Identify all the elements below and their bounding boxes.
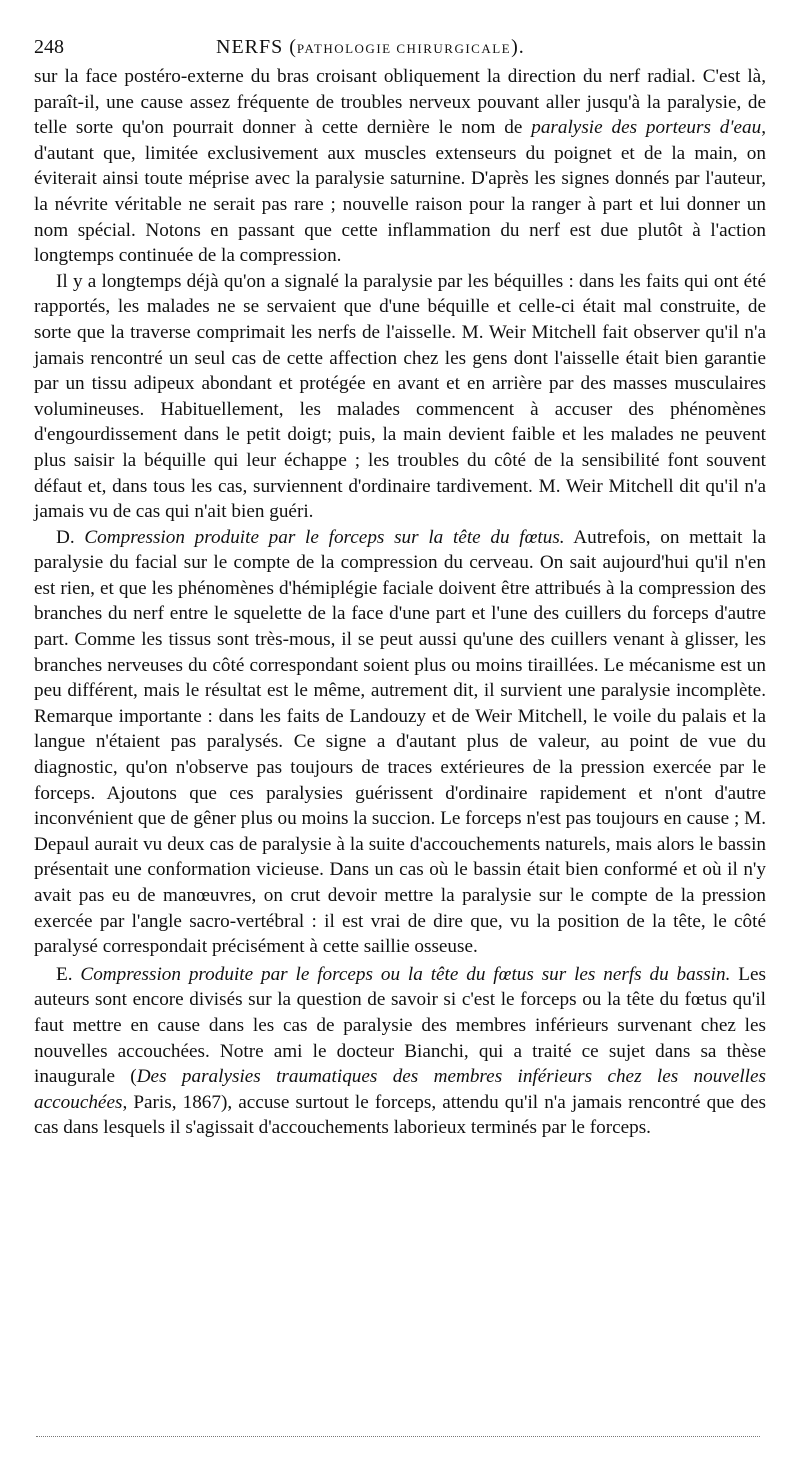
italic-term: paralysie des porteurs d'eau — [531, 117, 762, 139]
section-d — [34, 525, 766, 960]
section-e-text: Les auteurs sont encore divisés sur la question de savoir si c'est le forceps ou la tête du fœtus qu'il faut mettre en cause dans les cas de paralysie des membres inférieurs survenant chez les nouvelles accouchées. Notre ami le docteur Bianchi, qui a traité ce sujet dans sa thèse inaugurale ( — [34, 963, 766, 1088]
section-e-heading: Compression produite par le forceps ou la tête du fœtus sur les nerfs du bassin. — [80, 963, 731, 985]
footer-dotted-rule — [36, 1436, 760, 1437]
paragraph-continuation — [34, 64, 766, 269]
section-e-text-end: , Paris, 1867), accuse surtout le forceps, attendu qu'il n'a jamais rencontré que des cas dans lesquels il s'agissait d'accouchements laborieux terminés par le forceps. — [34, 1091, 766, 1139]
running-title-subject: PATHOLOGIE CHIRURGICALE — [296, 41, 512, 56]
section-d-heading: Compression produite par le forceps sur la tête du fœtus. — [84, 526, 565, 548]
section-e — [34, 962, 766, 1141]
section-d-label: D. — [56, 526, 85, 548]
running-head — [34, 30, 766, 64]
section-d-text: Autrefois, on mettait la paralysie du facial sur le compte de la compression du cerveau. On sait aujourd'hui qu'il n'en est rien, et que les phénomènes d'hémiplégie faciale doivent être attribués à la compression des branches du nerf entre le squelette de la face d'une part et l'une des cuillers du forceps d'autre part. Comme les tissus sont très-mous, il se peut aussi qu'une des cuillers venant à glisser, les branches nerveuses du côté correspondant soient plus ou moins tiraillées. Le mécanisme est un peu différent, mais le résultat est le même, autrement dit, il survient une paralysie incomplète. Remarque importante : dans les faits de Landouzy et de Weir Mitchell, le voile du palais et la langue n'étaient pas paralysés. Ce signe a d'autant plus de valeur, au point de vue du diagnostic, qu'on n'observe pas toujours de traces extérieures de la pression exercée par le forceps. Ajoutons que ces paralysies guérissent d'ordinaire rapidement et n'ont d'autre inconvénient que de gêner plus ou moins la succion. Le forceps n'est pas toujours en cause ; M. Depaul aurait vu deux cas de paralysie à la suite d'accouchements naturels, mais alors le bassin présentait une conformation vicieuse. Dans un cas où le bassin était bien conformé et où il n'y avait pas eu de manœuvres, on crut devoir mettre la paralysie sur le compte de la pression exercée par l'angle sacro-vertébral : il est vrai de dire que, vu la position de la tête, le côté paralysé correspondait précisément à cette saillie osseuse. — [34, 526, 766, 958]
running-title — [216, 30, 525, 66]
paragraph-text: sur la face postéro-externe du bras croisant obliquement la direction du nerf radial. C'est là, paraît-il, une cause assez fréquente de troubles nerveux pouvant aller jusqu'à la paralysie, de telle sorte qu'on pourrait donner à cette dernière le nom de — [34, 66, 766, 139]
running-title-end: ). — [511, 36, 525, 58]
body-text — [34, 64, 766, 1141]
thesis-title: Des paralysies traumatiques des membres inférieurs chez les nouvelles accouchées — [34, 1066, 766, 1113]
section-e-label: E. — [56, 963, 81, 985]
paragraph-text-end: , d'autant que, limitée exclusivement aux muscles extenseurs du poignet et de la main, on éviterait ainsi toute méprise avec la paralysie saturnine. D'après les signes donnés par l'auteur, la névrite véritable ne serait pas rare ; nouvelle raison pour la ranger à part et lui donner un nom spécial. Notons en passant que cette inflammation du nerf est due plutôt à l'action longtemps continuée de la compression. — [34, 117, 766, 267]
page-number: 248 — [34, 36, 64, 58]
running-title-main: NERFS ( — [216, 36, 297, 58]
paragraph-crutch-paralysis: Il y a longtemps déjà qu'on a signalé la paralysie par les béquilles : dans les faits qui ont été rapportés, les malades ne se servaient que d'une béquille et celle-ci était mal construite, de sorte que la traverse comprimait les nerfs de l'aisselle. M. Weir Mitchell fait observer qu'il n'a jamais rencontré un seul cas de cette affection chez les gens dont l'aisselle était bien garantie par un tissu adipeux abondant et protégée en avant et en arrière par des masses musculaires volumineuses. Habituellement, les malades commencent à accuser des phénomènes d'engourdissement dans le petit doigt; puis, la main devient faible et les malades ne peuvent plus saisir la béquille qui leur échappe ; les troubles du côté de la sensibilité font souvent défaut et, dans tous les cas, surviennent d'ordinaire tardivement. M. Weir Mitchell dit qu'il n'a jamais vu de cas qui n'ait bien guéri. — [34, 270, 766, 523]
